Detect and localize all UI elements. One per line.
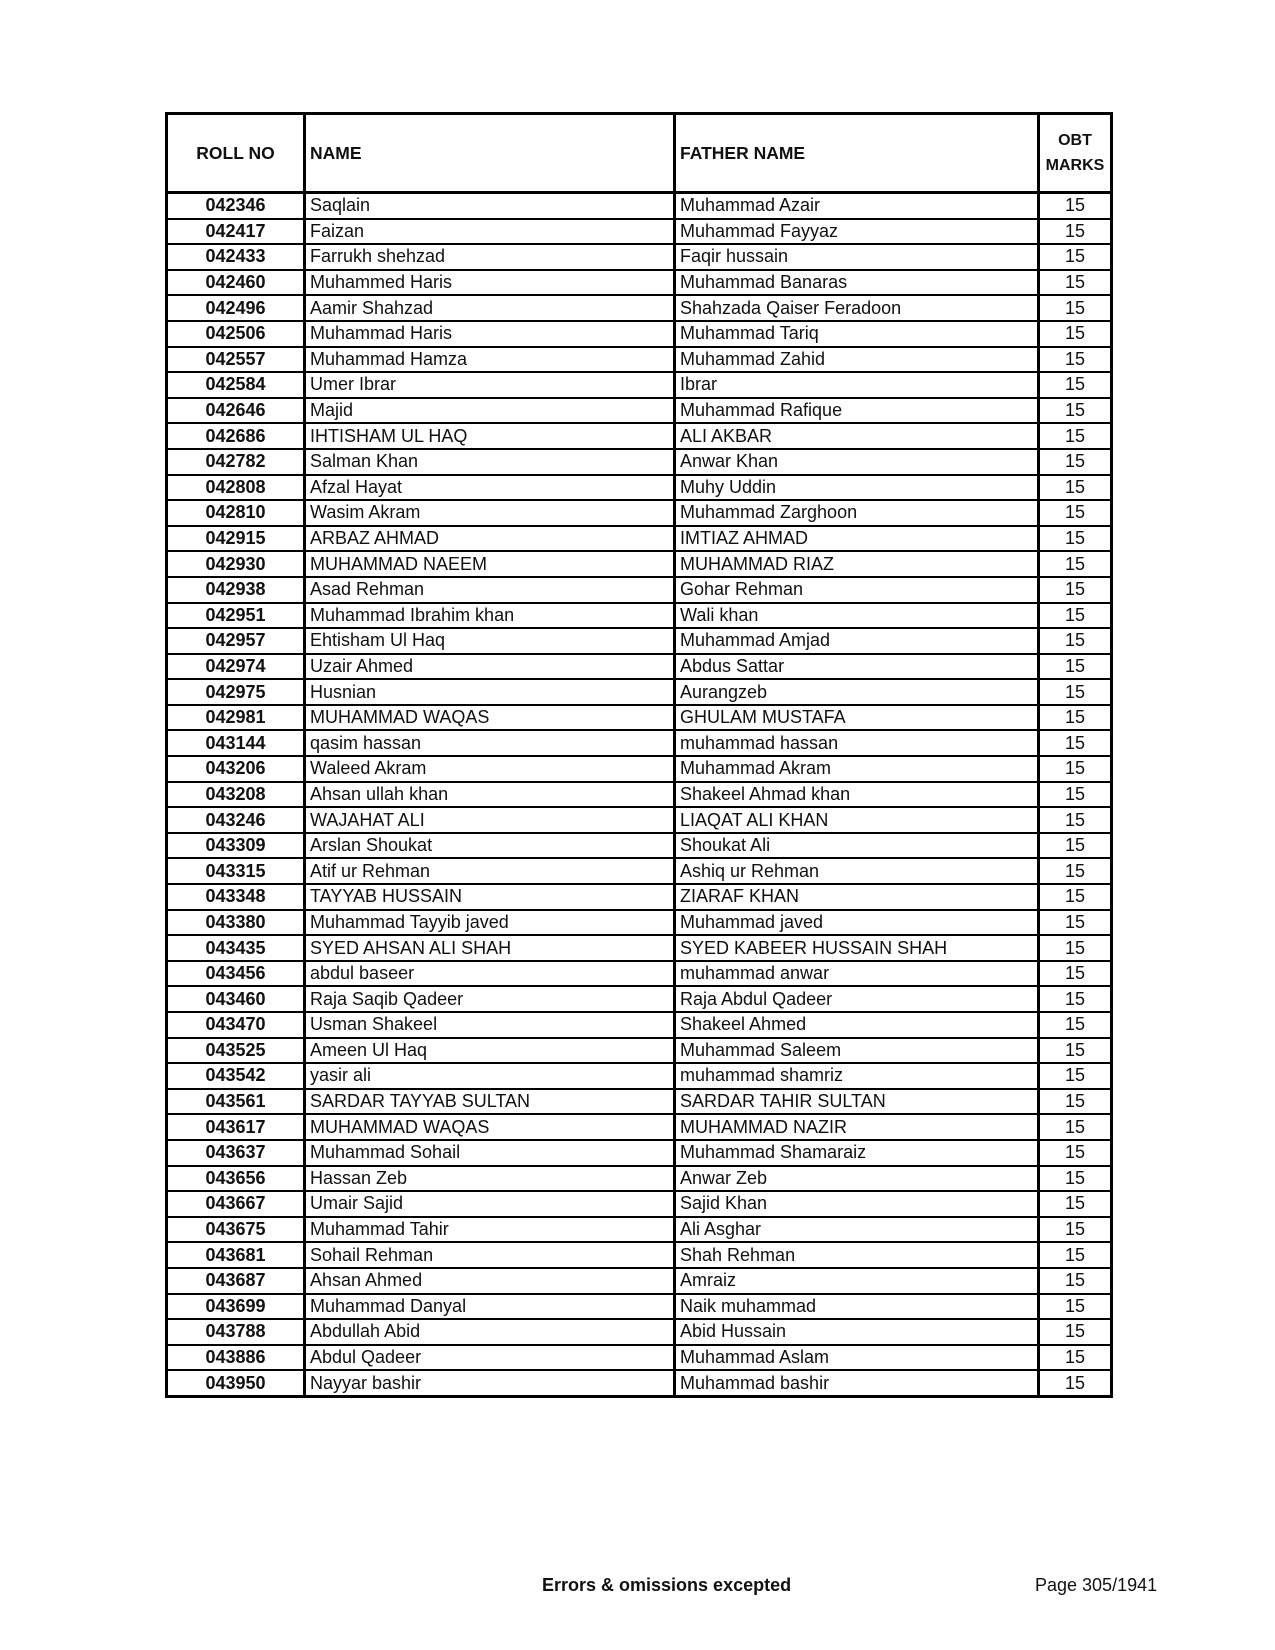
table-row bbox=[167, 935, 1112, 961]
obt-marks-cell: 15 bbox=[1039, 372, 1112, 398]
roll-no-cell: 043246 bbox=[167, 807, 305, 833]
table-row bbox=[167, 986, 1112, 1012]
father-name-cell: Raja Abdul Qadeer bbox=[675, 986, 1039, 1012]
obt-marks-cell: 15 bbox=[1039, 500, 1112, 526]
table-row bbox=[167, 756, 1112, 782]
name-cell: Muhammad Sohail bbox=[305, 1140, 675, 1166]
table-row bbox=[167, 449, 1112, 475]
name-cell: Waleed Akram bbox=[305, 756, 675, 782]
obt-marks-cell: 15 bbox=[1039, 244, 1112, 270]
obt-marks-cell: 15 bbox=[1039, 1242, 1112, 1268]
table-body bbox=[167, 193, 1112, 1397]
name-cell: Muhammad Hamza bbox=[305, 347, 675, 373]
table-row bbox=[167, 730, 1112, 756]
father-name-cell: Muhammad Zarghoon bbox=[675, 500, 1039, 526]
name-cell: MUHAMMAD WAQAS bbox=[305, 1114, 675, 1140]
header-obt-marks bbox=[1039, 114, 1112, 193]
obt-marks-cell: 15 bbox=[1039, 1370, 1112, 1396]
roll-no-cell: 043788 bbox=[167, 1319, 305, 1345]
name-cell: Sohail Rehman bbox=[305, 1242, 675, 1268]
obt-marks-cell: 15 bbox=[1039, 756, 1112, 782]
roll-no-cell: 043681 bbox=[167, 1242, 305, 1268]
table-row bbox=[167, 244, 1112, 270]
name-cell: Afzal Hayat bbox=[305, 475, 675, 501]
obt-marks-cell: 15 bbox=[1039, 1140, 1112, 1166]
roll-no-cell: 042975 bbox=[167, 679, 305, 705]
name-cell: Arslan Shoukat bbox=[305, 833, 675, 859]
name-cell: Hassan Zeb bbox=[305, 1166, 675, 1192]
father-name-cell: Muhammad Fayyaz bbox=[675, 219, 1039, 245]
roll-no-cell: 043542 bbox=[167, 1063, 305, 1089]
father-name-cell: Faqir hussain bbox=[675, 244, 1039, 270]
roll-no-cell: 042346 bbox=[167, 193, 305, 219]
father-name-cell: Naik muhammad bbox=[675, 1294, 1039, 1320]
roll-no-cell: 042686 bbox=[167, 423, 305, 449]
roll-no-cell: 043435 bbox=[167, 935, 305, 961]
father-name-cell: Anwar Zeb bbox=[675, 1166, 1039, 1192]
obt-marks-cell: 15 bbox=[1039, 654, 1112, 680]
father-name-cell: Abdus Sattar bbox=[675, 654, 1039, 680]
roll-no-cell: 043699 bbox=[167, 1294, 305, 1320]
name-cell: Muhammad Tahir bbox=[305, 1217, 675, 1243]
obt-marks-cell: 15 bbox=[1039, 986, 1112, 1012]
name-cell: MUHAMMAD WAQAS bbox=[305, 705, 675, 731]
table-row bbox=[167, 1089, 1112, 1115]
table-row bbox=[167, 551, 1112, 577]
father-name-cell: Shoukat Ali bbox=[675, 833, 1039, 859]
father-name-cell: IMTIAZ AHMAD bbox=[675, 526, 1039, 552]
name-cell: Muhammad Ibrahim khan bbox=[305, 603, 675, 629]
obt-marks-cell: 15 bbox=[1039, 705, 1112, 731]
page-number: Page 305/1941 bbox=[1035, 1575, 1158, 1595]
table-row bbox=[167, 884, 1112, 910]
name-cell: Muhammed Haris bbox=[305, 270, 675, 296]
obt-marks-cell: 15 bbox=[1039, 1294, 1112, 1320]
father-name-cell: Anwar Khan bbox=[675, 449, 1039, 475]
table-row bbox=[167, 347, 1112, 373]
obt-marks-cell: 15 bbox=[1039, 910, 1112, 936]
father-name-cell: Muhammad Azair bbox=[675, 193, 1039, 219]
obt-marks-cell: 15 bbox=[1039, 423, 1112, 449]
father-name-cell: Muhammad Shamaraiz bbox=[675, 1140, 1039, 1166]
name-cell: Faizan bbox=[305, 219, 675, 245]
name-cell: Muhammad Tayyib javed bbox=[305, 910, 675, 936]
roll-no-cell: 043950 bbox=[167, 1370, 305, 1396]
father-name-cell: Muhammad Zahid bbox=[675, 347, 1039, 373]
table-row bbox=[167, 526, 1112, 552]
father-name-cell: Shakeel Ahmed bbox=[675, 1012, 1039, 1038]
header-roll-no: ROLL NO bbox=[167, 114, 305, 193]
roll-no-cell: 042938 bbox=[167, 577, 305, 603]
name-cell: Wasim Akram bbox=[305, 500, 675, 526]
obt-marks-cell: 15 bbox=[1039, 193, 1112, 219]
table-row bbox=[167, 500, 1112, 526]
obt-marks-cell: 15 bbox=[1039, 603, 1112, 629]
roll-no-cell: 043656 bbox=[167, 1166, 305, 1192]
table-row bbox=[167, 603, 1112, 629]
footer-disclaimer: Errors & omissions excepted bbox=[542, 1575, 792, 1595]
roll-no-cell: 043617 bbox=[167, 1114, 305, 1140]
table-row bbox=[167, 295, 1112, 321]
obt-marks-cell: 15 bbox=[1039, 1191, 1112, 1217]
name-cell: Salman Khan bbox=[305, 449, 675, 475]
obt-marks-cell: 15 bbox=[1039, 1089, 1112, 1115]
father-name-cell: Muhy Uddin bbox=[675, 475, 1039, 501]
table-row bbox=[167, 1166, 1112, 1192]
table-row bbox=[167, 577, 1112, 603]
father-name-cell: GHULAM MUSTAFA bbox=[675, 705, 1039, 731]
obt-marks-cell: 15 bbox=[1039, 295, 1112, 321]
table-row bbox=[167, 1063, 1112, 1089]
father-name-cell: Muhammad bashir bbox=[675, 1370, 1039, 1396]
roll-no-cell: 042584 bbox=[167, 372, 305, 398]
name-cell: Ahsan ullah khan bbox=[305, 782, 675, 808]
obt-marks-cell: 15 bbox=[1039, 347, 1112, 373]
obt-marks-cell: 15 bbox=[1039, 577, 1112, 603]
roll-no-cell: 042782 bbox=[167, 449, 305, 475]
roll-no-cell: 043309 bbox=[167, 833, 305, 859]
obt-marks-cell: 15 bbox=[1039, 551, 1112, 577]
father-name-cell: ALI AKBAR bbox=[675, 423, 1039, 449]
table-row bbox=[167, 654, 1112, 680]
obt-marks-cell: 15 bbox=[1039, 526, 1112, 552]
table-row bbox=[167, 1345, 1112, 1371]
table-row bbox=[167, 193, 1112, 219]
roll-no-cell: 043675 bbox=[167, 1217, 305, 1243]
name-cell: SYED AHSAN ALI SHAH bbox=[305, 935, 675, 961]
name-cell: Abdullah Abid bbox=[305, 1319, 675, 1345]
table-row bbox=[167, 398, 1112, 424]
table-row bbox=[167, 270, 1112, 296]
name-cell: Umer Ibrar bbox=[305, 372, 675, 398]
roll-no-cell: 043380 bbox=[167, 910, 305, 936]
roll-no-cell: 042506 bbox=[167, 321, 305, 347]
father-name-cell: Shah Rehman bbox=[675, 1242, 1039, 1268]
header-father-name: FATHER NAME bbox=[675, 114, 1039, 193]
father-name-cell: Muhammad Tariq bbox=[675, 321, 1039, 347]
father-name-cell: muhammad anwar bbox=[675, 961, 1039, 987]
name-cell: Usman Shakeel bbox=[305, 1012, 675, 1038]
father-name-cell: ZIARAF KHAN bbox=[675, 884, 1039, 910]
table-row bbox=[167, 1242, 1112, 1268]
obt-marks-cell: 15 bbox=[1039, 1038, 1112, 1064]
obt-marks-cell: 15 bbox=[1039, 628, 1112, 654]
table-row bbox=[167, 1319, 1112, 1345]
name-cell: abdul baseer bbox=[305, 961, 675, 987]
roll-no-cell: 043460 bbox=[167, 986, 305, 1012]
father-name-cell: Sajid Khan bbox=[675, 1191, 1039, 1217]
father-name-cell: Ali Asghar bbox=[675, 1217, 1039, 1243]
father-name-cell: Shahzada Qaiser Feradoon bbox=[675, 295, 1039, 321]
table-row bbox=[167, 1217, 1112, 1243]
name-cell: Umair Sajid bbox=[305, 1191, 675, 1217]
roll-no-cell: 043561 bbox=[167, 1089, 305, 1115]
obt-marks-cell: 15 bbox=[1039, 270, 1112, 296]
roll-no-cell: 043206 bbox=[167, 756, 305, 782]
table-row bbox=[167, 219, 1112, 245]
name-cell: Raja Saqib Qadeer bbox=[305, 986, 675, 1012]
name-cell: Ameen Ul Haq bbox=[305, 1038, 675, 1064]
name-cell: Atif ur Rehman bbox=[305, 858, 675, 884]
roll-no-cell: 043208 bbox=[167, 782, 305, 808]
table-row bbox=[167, 1370, 1112, 1396]
father-name-cell: Gohar Rehman bbox=[675, 577, 1039, 603]
roll-no-cell: 042930 bbox=[167, 551, 305, 577]
roll-no-cell: 043144 bbox=[167, 730, 305, 756]
table-row bbox=[167, 321, 1112, 347]
table-row bbox=[167, 1191, 1112, 1217]
table-row bbox=[167, 1268, 1112, 1294]
name-cell: qasim hassan bbox=[305, 730, 675, 756]
obt-marks-cell: 15 bbox=[1039, 1012, 1112, 1038]
father-name-cell: LIAQAT ALI KHAN bbox=[675, 807, 1039, 833]
header-obt-marks-line1: OBT bbox=[1058, 132, 1092, 149]
name-cell: Ehtisham Ul Haq bbox=[305, 628, 675, 654]
father-name-cell: muhammad shamriz bbox=[675, 1063, 1039, 1089]
obt-marks-cell: 15 bbox=[1039, 1268, 1112, 1294]
name-cell: Asad Rehman bbox=[305, 577, 675, 603]
roll-no-cell: 043687 bbox=[167, 1268, 305, 1294]
name-cell: Saqlain bbox=[305, 193, 675, 219]
table-row bbox=[167, 679, 1112, 705]
roll-no-cell: 043886 bbox=[167, 1345, 305, 1371]
obt-marks-cell: 15 bbox=[1039, 679, 1112, 705]
father-name-cell: Shakeel Ahmad khan bbox=[675, 782, 1039, 808]
father-name-cell: MUHAMMAD RIAZ bbox=[675, 551, 1039, 577]
father-name-cell: Amraiz bbox=[675, 1268, 1039, 1294]
roll-no-cell: 042557 bbox=[167, 347, 305, 373]
table-row bbox=[167, 372, 1112, 398]
name-cell: Husnian bbox=[305, 679, 675, 705]
table-row bbox=[167, 1294, 1112, 1320]
name-cell: Aamir Shahzad bbox=[305, 295, 675, 321]
obt-marks-cell: 15 bbox=[1039, 961, 1112, 987]
roll-no-cell: 042974 bbox=[167, 654, 305, 680]
obt-marks-cell: 15 bbox=[1039, 475, 1112, 501]
obt-marks-cell: 15 bbox=[1039, 1063, 1112, 1089]
roll-no-cell: 043525 bbox=[167, 1038, 305, 1064]
father-name-cell: Muhammad javed bbox=[675, 910, 1039, 936]
obt-marks-cell: 15 bbox=[1039, 858, 1112, 884]
father-name-cell: Muhammad Rafique bbox=[675, 398, 1039, 424]
name-cell: WAJAHAT ALI bbox=[305, 807, 675, 833]
roll-no-cell: 043667 bbox=[167, 1191, 305, 1217]
roll-no-cell: 042981 bbox=[167, 705, 305, 731]
obt-marks-cell: 15 bbox=[1039, 449, 1112, 475]
father-name-cell: muhammad hassan bbox=[675, 730, 1039, 756]
father-name-cell: Wali khan bbox=[675, 603, 1039, 629]
name-cell: Abdul Qadeer bbox=[305, 1345, 675, 1371]
obt-marks-cell: 15 bbox=[1039, 730, 1112, 756]
name-cell: Ahsan Ahmed bbox=[305, 1268, 675, 1294]
name-cell: Muhammad Haris bbox=[305, 321, 675, 347]
name-cell: Muhammad Danyal bbox=[305, 1294, 675, 1320]
father-name-cell: Muhammad Saleem bbox=[675, 1038, 1039, 1064]
obt-marks-cell: 15 bbox=[1039, 884, 1112, 910]
table-row bbox=[167, 475, 1112, 501]
father-name-cell: Aurangzeb bbox=[675, 679, 1039, 705]
name-cell: yasir ali bbox=[305, 1063, 675, 1089]
father-name-cell: Muhammad Aslam bbox=[675, 1345, 1039, 1371]
obt-marks-cell: 15 bbox=[1039, 782, 1112, 808]
father-name-cell: SYED KABEER HUSSAIN SHAH bbox=[675, 935, 1039, 961]
roll-no-cell: 042951 bbox=[167, 603, 305, 629]
table-row bbox=[167, 423, 1112, 449]
roll-no-cell: 042957 bbox=[167, 628, 305, 654]
roll-no-cell: 042433 bbox=[167, 244, 305, 270]
father-name-cell: MUHAMMAD NAZIR bbox=[675, 1114, 1039, 1140]
table-row bbox=[167, 1012, 1112, 1038]
name-cell: Majid bbox=[305, 398, 675, 424]
roll-no-cell: 043470 bbox=[167, 1012, 305, 1038]
roll-no-cell: 042808 bbox=[167, 475, 305, 501]
name-cell: TAYYAB HUSSAIN bbox=[305, 884, 675, 910]
roll-no-cell: 043315 bbox=[167, 858, 305, 884]
roll-no-cell: 043348 bbox=[167, 884, 305, 910]
header-obt-marks-line2: MARKS bbox=[1045, 157, 1105, 174]
table-row bbox=[167, 910, 1112, 936]
roll-no-cell: 042915 bbox=[167, 526, 305, 552]
header-name: NAME bbox=[305, 114, 675, 193]
father-name-cell: Ashiq ur Rehman bbox=[675, 858, 1039, 884]
obt-marks-cell: 15 bbox=[1039, 1345, 1112, 1371]
table-row bbox=[167, 961, 1112, 987]
name-cell: ARBAZ AHMAD bbox=[305, 526, 675, 552]
father-name-cell: Abid Hussain bbox=[675, 1319, 1039, 1345]
father-name-cell: SARDAR TAHIR SULTAN bbox=[675, 1089, 1039, 1115]
roll-no-cell: 042460 bbox=[167, 270, 305, 296]
roll-no-cell: 043637 bbox=[167, 1140, 305, 1166]
table-row bbox=[167, 628, 1112, 654]
table-row bbox=[167, 1038, 1112, 1064]
table-row bbox=[167, 858, 1112, 884]
table-row bbox=[167, 1140, 1112, 1166]
obt-marks-cell: 15 bbox=[1039, 833, 1112, 859]
table-header-row bbox=[167, 114, 1112, 193]
obt-marks-cell: 15 bbox=[1039, 807, 1112, 833]
name-cell: Farrukh shehzad bbox=[305, 244, 675, 270]
obt-marks-cell: 15 bbox=[1039, 398, 1112, 424]
obt-marks-cell: 15 bbox=[1039, 1166, 1112, 1192]
results-table bbox=[165, 112, 1113, 1398]
obt-marks-cell: 15 bbox=[1039, 219, 1112, 245]
roll-no-cell: 042810 bbox=[167, 500, 305, 526]
name-cell: MUHAMMAD NAEEM bbox=[305, 551, 675, 577]
name-cell: Uzair Ahmed bbox=[305, 654, 675, 680]
roll-no-cell: 043456 bbox=[167, 961, 305, 987]
table-row bbox=[167, 782, 1112, 808]
father-name-cell: Muhammad Banaras bbox=[675, 270, 1039, 296]
obt-marks-cell: 15 bbox=[1039, 1114, 1112, 1140]
table-row bbox=[167, 833, 1112, 859]
roll-no-cell: 042496 bbox=[167, 295, 305, 321]
obt-marks-cell: 15 bbox=[1039, 1217, 1112, 1243]
table-row bbox=[167, 807, 1112, 833]
father-name-cell: Ibrar bbox=[675, 372, 1039, 398]
name-cell: Nayyar bashir bbox=[305, 1370, 675, 1396]
roll-no-cell: 042417 bbox=[167, 219, 305, 245]
obt-marks-cell: 15 bbox=[1039, 935, 1112, 961]
obt-marks-cell: 15 bbox=[1039, 321, 1112, 347]
father-name-cell: Muhammad Akram bbox=[675, 756, 1039, 782]
father-name-cell: Muhammad Amjad bbox=[675, 628, 1039, 654]
name-cell: SARDAR TAYYAB SULTAN bbox=[305, 1089, 675, 1115]
roll-no-cell: 042646 bbox=[167, 398, 305, 424]
obt-marks-cell: 15 bbox=[1039, 1319, 1112, 1345]
name-cell: IHTISHAM UL HAQ bbox=[305, 423, 675, 449]
table-row bbox=[167, 705, 1112, 731]
table-row bbox=[167, 1114, 1112, 1140]
